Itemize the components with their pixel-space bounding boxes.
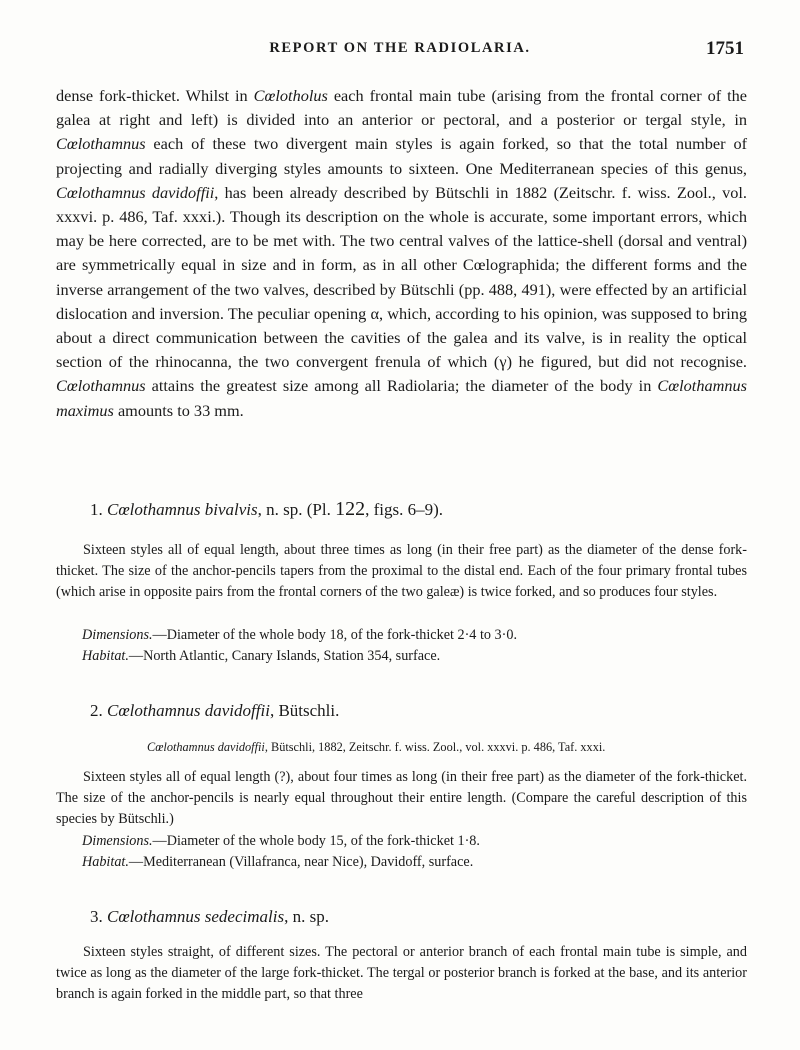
synonymy-citation-2 [147,738,605,756]
species-heading-2 [90,700,339,722]
species-description-1: Sixteen styles all of equal length, about three times as long (in their free part) as the diameter of the dense fork-thicket. The size of the anchor-pencils tapers from the proximal to the distal end. Each of the four primary frontal tubes (which arise in opposite pairs from the frontal corners of the two galeæ) is twice forked, and so produces four styles. [56,542,747,601]
running-title: REPORT ON THE RADIOLARIA. [269,40,531,56]
taxon-name: Cœlothamnus davidoffii [56,182,215,202]
species-description-2: Sixteen styles all of equal length (?), about four times as long (in their free part) as the diameter of the fork-thicket. The size of the anchor-pencils is nearly equal throughout their entire length. (Compare the careful description of this species by Bütschli.) [56,769,747,828]
species-number: 3. [90,907,103,926]
greek-letter: γ [499,352,507,372]
citation-taxon-name: Cœlothamnus davidoffii [147,740,265,754]
text-run: each frontal main tube (arising from the frontal corner of the galea at right and left) is divided into an anterior or pectoral, and a posterior or tergal style, in [56,86,748,130]
citation-text: , Bütschli, 1882, Zeitschr. f. wiss. Zool., vol. xxxvi. p. 486, Taf. xxxi. [264,740,606,754]
page-header [56,38,744,62]
species-number: 2. [90,701,103,720]
plate-number: 122 [335,498,366,520]
text-run: amounts to 33 mm. [113,400,244,420]
habitat-label: Habitat. [82,648,129,664]
habitat-1 [82,646,440,667]
species-heading-3 [90,906,329,928]
species-authority: , Bütschli. [269,701,340,720]
text-run: dense fork-thicket. Whilst in [56,86,254,105]
habitat-text: —North Atlantic, Canary Islands, Station 354, surface. [128,648,441,664]
species-name: Cœlothamnus sedecimalis [107,907,285,926]
habitat-2 [82,852,473,873]
dimensions-text: —Diameter of the whole body 15, of the fork-thicket 1·8. [152,833,480,849]
text-run: , has been already described by Bütschli in 1882 (Zeitschr. f. wiss. Zool., vol. xxxvi. p. 486, Taf. xxxi.). Though its description on the whole is accurate, some important errors, which may be here corrected, are to be met with. The two central valves of the lattice-shell (dorsal and ventral) are symmetrically equal in size and in form, as in all other Cœlographida; the different forms and the inverse arrangement of the two valves, described by Bütschli (pp. 488, 491), were effected by an artificial dislocation and inversion. The peculiar opening [56,182,747,323]
dimensions-text: —Diameter of the whole body 18, of the fork-thicket 2·4 to 3·0. [152,627,517,643]
text-run: , which, according to his opinion, was supposed to bring about a direct communication between the cavities of the galea and its valve, is in reality the optical section of the rhinocanna, the two convergent frenula of which ( [56,303,747,372]
text-run: each of these two divergent main styles is again forked, so that the total number of projecting and radially diverging styles amounts to sixteen. One Mediterranean species of this genus, [56,134,747,178]
genus-intro-paragraph [56,84,747,423]
taxon-name: Cœlothamnus maximus [56,376,747,420]
species-authority: , n. sp. [284,907,329,926]
taxon-name: Cœlothamnus [56,134,146,154]
dimensions-1 [82,625,517,646]
dimensions-2 [82,831,480,852]
text-run: attains the greatest size among all Radiolaria; the diameter of the body in [145,376,658,396]
taxon-name: Cœlothamnus [56,376,146,396]
greek-letter: α [370,303,380,323]
dimensions-label: Dimensions. [82,627,153,643]
species-description-3: Sixteen styles straight, of different sizes. The pectoral or anterior branch of each frontal main tube is simple, and twice as long as the diameter of the large fork-thicket. The tergal or posterior branch is forked at the base, and its anterior branch is again forked in the middle part, so that three [56,944,747,1003]
species-heading-1 [90,498,443,521]
figure-reference: , figs. 6–9). [365,500,444,519]
species-number: 1. [90,500,103,519]
species-authority: , n. sp. (Pl. [257,500,336,519]
species-name: Cœlothamnus bivalvis [107,500,258,519]
habitat-text: —Mediterranean (Villafranca, near Nice), Davidoff, surface. [128,854,474,870]
taxon-name: Cœlotholus [253,86,328,105]
species-name: Cœlothamnus davidoffii [107,701,270,720]
text-run: ) he figured, but did not recognise. [506,352,748,372]
page-number: 1751 [706,38,744,59]
dimensions-label: Dimensions. [82,833,153,849]
habitat-label: Habitat. [82,854,129,870]
